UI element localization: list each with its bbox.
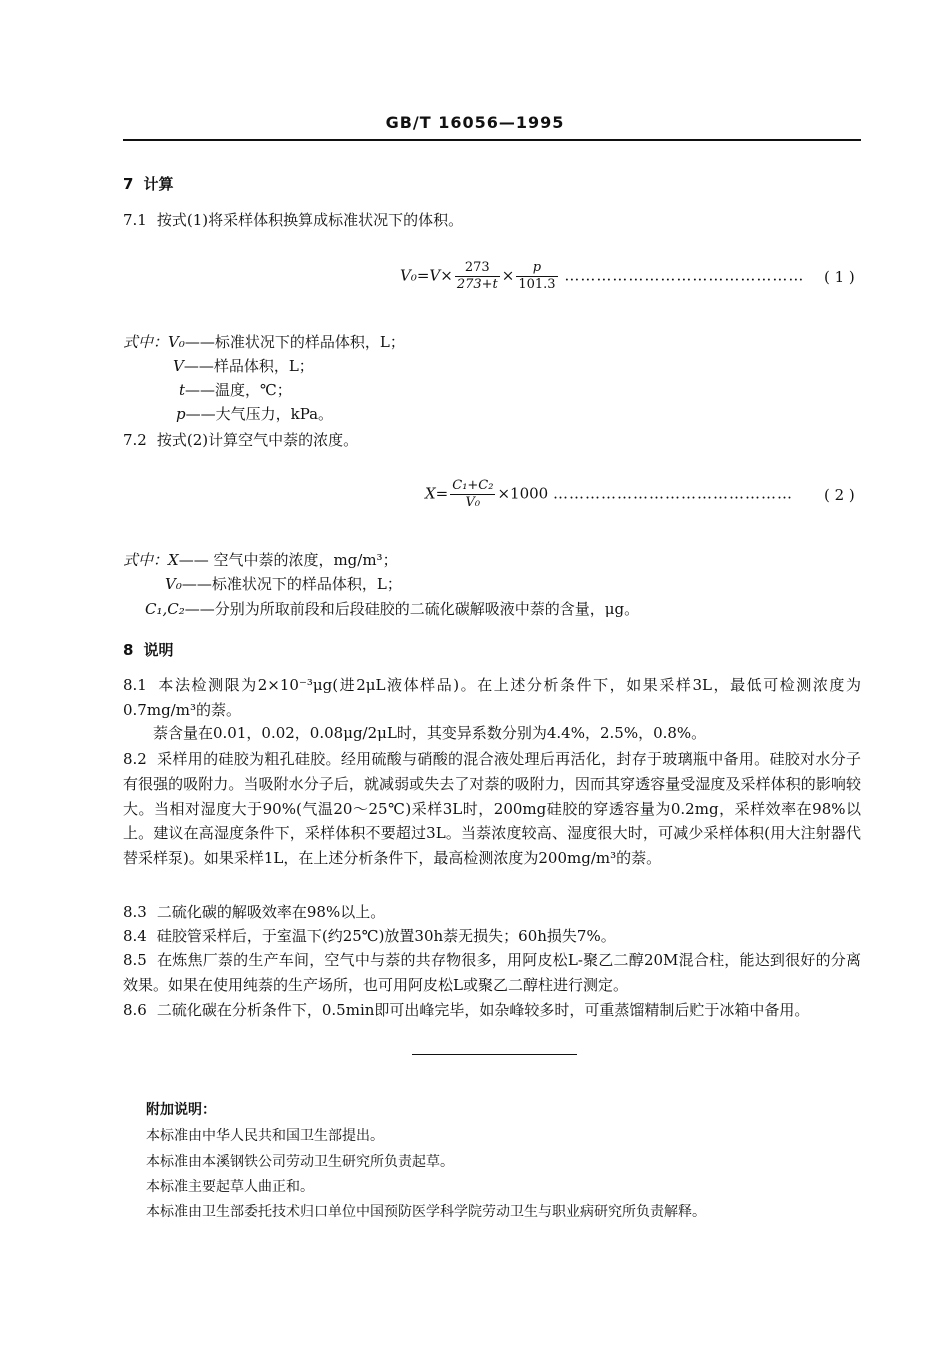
equation-1-fraction-1	[455, 260, 500, 293]
equation-2	[425, 478, 793, 511]
clause-text: 萘含量在0.01，0.02，0.08μg/2μL时，其变异系数分别为4.4%，2.5%，0.8%。	[153, 724, 707, 742]
equation-2-label: ( 2 )	[824, 486, 855, 504]
where-1-row-3	[176, 402, 333, 426]
where-1-row-2	[179, 378, 292, 402]
clause-7-2-number: 7.2	[123, 431, 147, 449]
clause-8-3	[123, 900, 861, 925]
clause-7-1	[123, 208, 463, 232]
clause-8-6	[123, 998, 861, 1023]
section-8-title: 说明	[143, 641, 174, 659]
equation-2-lhs: X=	[425, 484, 449, 503]
clause-8-2	[123, 747, 861, 871]
header-rule	[123, 139, 861, 141]
notes-line: 本标准由本溪钢铁公司劳动卫生研究所负责起草。	[146, 1154, 454, 1170]
clause-7-2-text: 按式(2)计算空气中萘的浓度。	[156, 431, 359, 449]
where-description: ——样品体积，L；	[183, 357, 314, 375]
section-8-heading	[123, 638, 173, 662]
equation-1-fraction-2	[516, 260, 557, 293]
clause-number: 8.6	[123, 1001, 147, 1019]
clause-7-2	[123, 428, 358, 452]
where-description: ——标准状况下的样品体积，L；	[184, 333, 405, 351]
where-description: ——标准状况下的样品体积，L；	[181, 575, 402, 593]
equation-2-denominator: V₀	[450, 494, 495, 511]
clause-number: 8.5	[123, 951, 147, 969]
clause-number: 8.1	[123, 676, 147, 694]
equation-1	[400, 260, 804, 293]
clause-text: 在炼焦厂萘的生产车间，空气中与萘的共存物很多，用阿皮松L-聚乙二醇20M混合柱，能达到很好的分离效果。如果在使用纯萘的生产场所，也可用阿皮松L或聚乙二醇柱进行测定。	[123, 951, 861, 994]
equation-1-frac2-numerator: p	[532, 260, 542, 275]
notes-line: 本标准由卫生部委托技术归口单位中国预防医学科学院劳动卫生与职业病研究所负责解释。	[146, 1204, 706, 1220]
clause-text: 采样用的硅胶为粗孔硅胶。经用硫酸与硝酸的混合液处理后再活化，封存于玻璃瓶中备用。硅胶对水分子有很强的吸附力。当吸附水分子后，就减弱或失去了对萘的吸附力，因而其穿透容量受湿度及采样体积的影响较大。当相对湿度大于90%(气温20～25℃)采样3L时，200mg硅胶的穿透容量为0.2mg，采样效率在98%以上。建议在高湿度条件下，采样体积不要超过3L。当萘浓度较高、湿度很大时，可减少采样体积(用大注射器代替采样泵)。如果采样1L，在上述分析条件下，最高检测浓度为200mg/m³的萘。	[123, 750, 861, 868]
clause-number: 8.3	[123, 903, 147, 921]
equation-2-numerator: C₁+C₂	[452, 478, 494, 493]
equation-1-frac1-numerator: 273	[464, 260, 490, 275]
equation-1-frac2-denominator: 101.3	[518, 277, 556, 292]
where-1-row-1	[173, 354, 314, 378]
where-1-row-0	[123, 330, 405, 354]
equation-1-frac1-denominator: 273+t	[456, 277, 498, 292]
clause-text: 本法检测限为2×10⁻³μg(进2μL液体样品)。在上述分析条件下，如果采样3L，最低可检测浓度为0.7mg/m³的萘。	[123, 676, 861, 719]
equation-2-fraction	[450, 478, 495, 511]
where-description: ——大气压力，kPa。	[185, 405, 334, 423]
clause-number: 8.2	[123, 750, 147, 768]
equation-2-rhs: ×1000	[497, 484, 549, 503]
notes-heading: 附加说明：	[146, 1102, 216, 1118]
clause-text: 二硫化碳在分析条件下，0.5min即可出峰完毕，如杂峰较多时，可重蒸馏精制后贮于冰箱中备用。	[156, 1001, 810, 1019]
clause-8-1-continued	[123, 721, 861, 746]
equation-1-leader-dots: ………………………………………	[564, 266, 805, 285]
equation-1-label: ( 1 )	[824, 268, 855, 286]
clause-8-4	[123, 924, 861, 949]
where-description: —— 空气中萘的浓度，mg/m³；	[178, 551, 398, 569]
where-2-row-0	[123, 548, 398, 572]
equation-1-lhs: V₀=V×	[400, 266, 453, 285]
section-7-heading	[123, 172, 173, 196]
where-symbol: V	[173, 357, 184, 375]
where-symbol: p	[176, 405, 186, 423]
clause-text: 二硫化碳的解吸效率在98%以上。	[156, 903, 386, 921]
clause-number: 8.4	[123, 927, 147, 945]
where-symbol: 式中：V₀	[123, 333, 185, 351]
clause-8-5	[123, 948, 861, 998]
where-description: ——分别为所取前段和后段硅胶的二硫化碳解吸液中萘的含量，μg。	[184, 600, 640, 618]
equation-1-times: ×	[501, 266, 515, 285]
section-separator-rule	[412, 1054, 577, 1055]
section-7-title: 计算	[143, 175, 174, 193]
where-symbol: t	[179, 381, 186, 399]
clause-text: 硅胶管采样后，于室温下(约25℃)放置30h萘无损失；60h损失7%。	[156, 927, 616, 945]
clause-8-1	[123, 673, 861, 723]
where-description: ——温度，℃；	[185, 381, 292, 399]
where-2-row-1	[165, 572, 402, 596]
section-8-number: 8	[123, 641, 134, 659]
clause-7-1-number: 7.1	[123, 211, 147, 229]
section-7-number: 7	[123, 175, 134, 193]
where-symbol: 式中：X	[123, 551, 179, 569]
page-header-standard-code: GB/T 16056—1995	[385, 113, 565, 132]
clause-7-1-text: 按式(1)将采样体积换算成标准状况下的体积。	[156, 211, 464, 229]
where-symbol: V₀	[165, 575, 182, 593]
where-symbol: C₁,C₂	[145, 600, 185, 618]
equation-2-leader-dots: ………………………………………	[553, 484, 793, 503]
notes-line: 本标准主要起草人曲正和。	[146, 1179, 314, 1195]
notes-line: 本标准由中华人民共和国卫生部提出。	[146, 1128, 384, 1144]
where-2-row-2	[145, 597, 639, 621]
